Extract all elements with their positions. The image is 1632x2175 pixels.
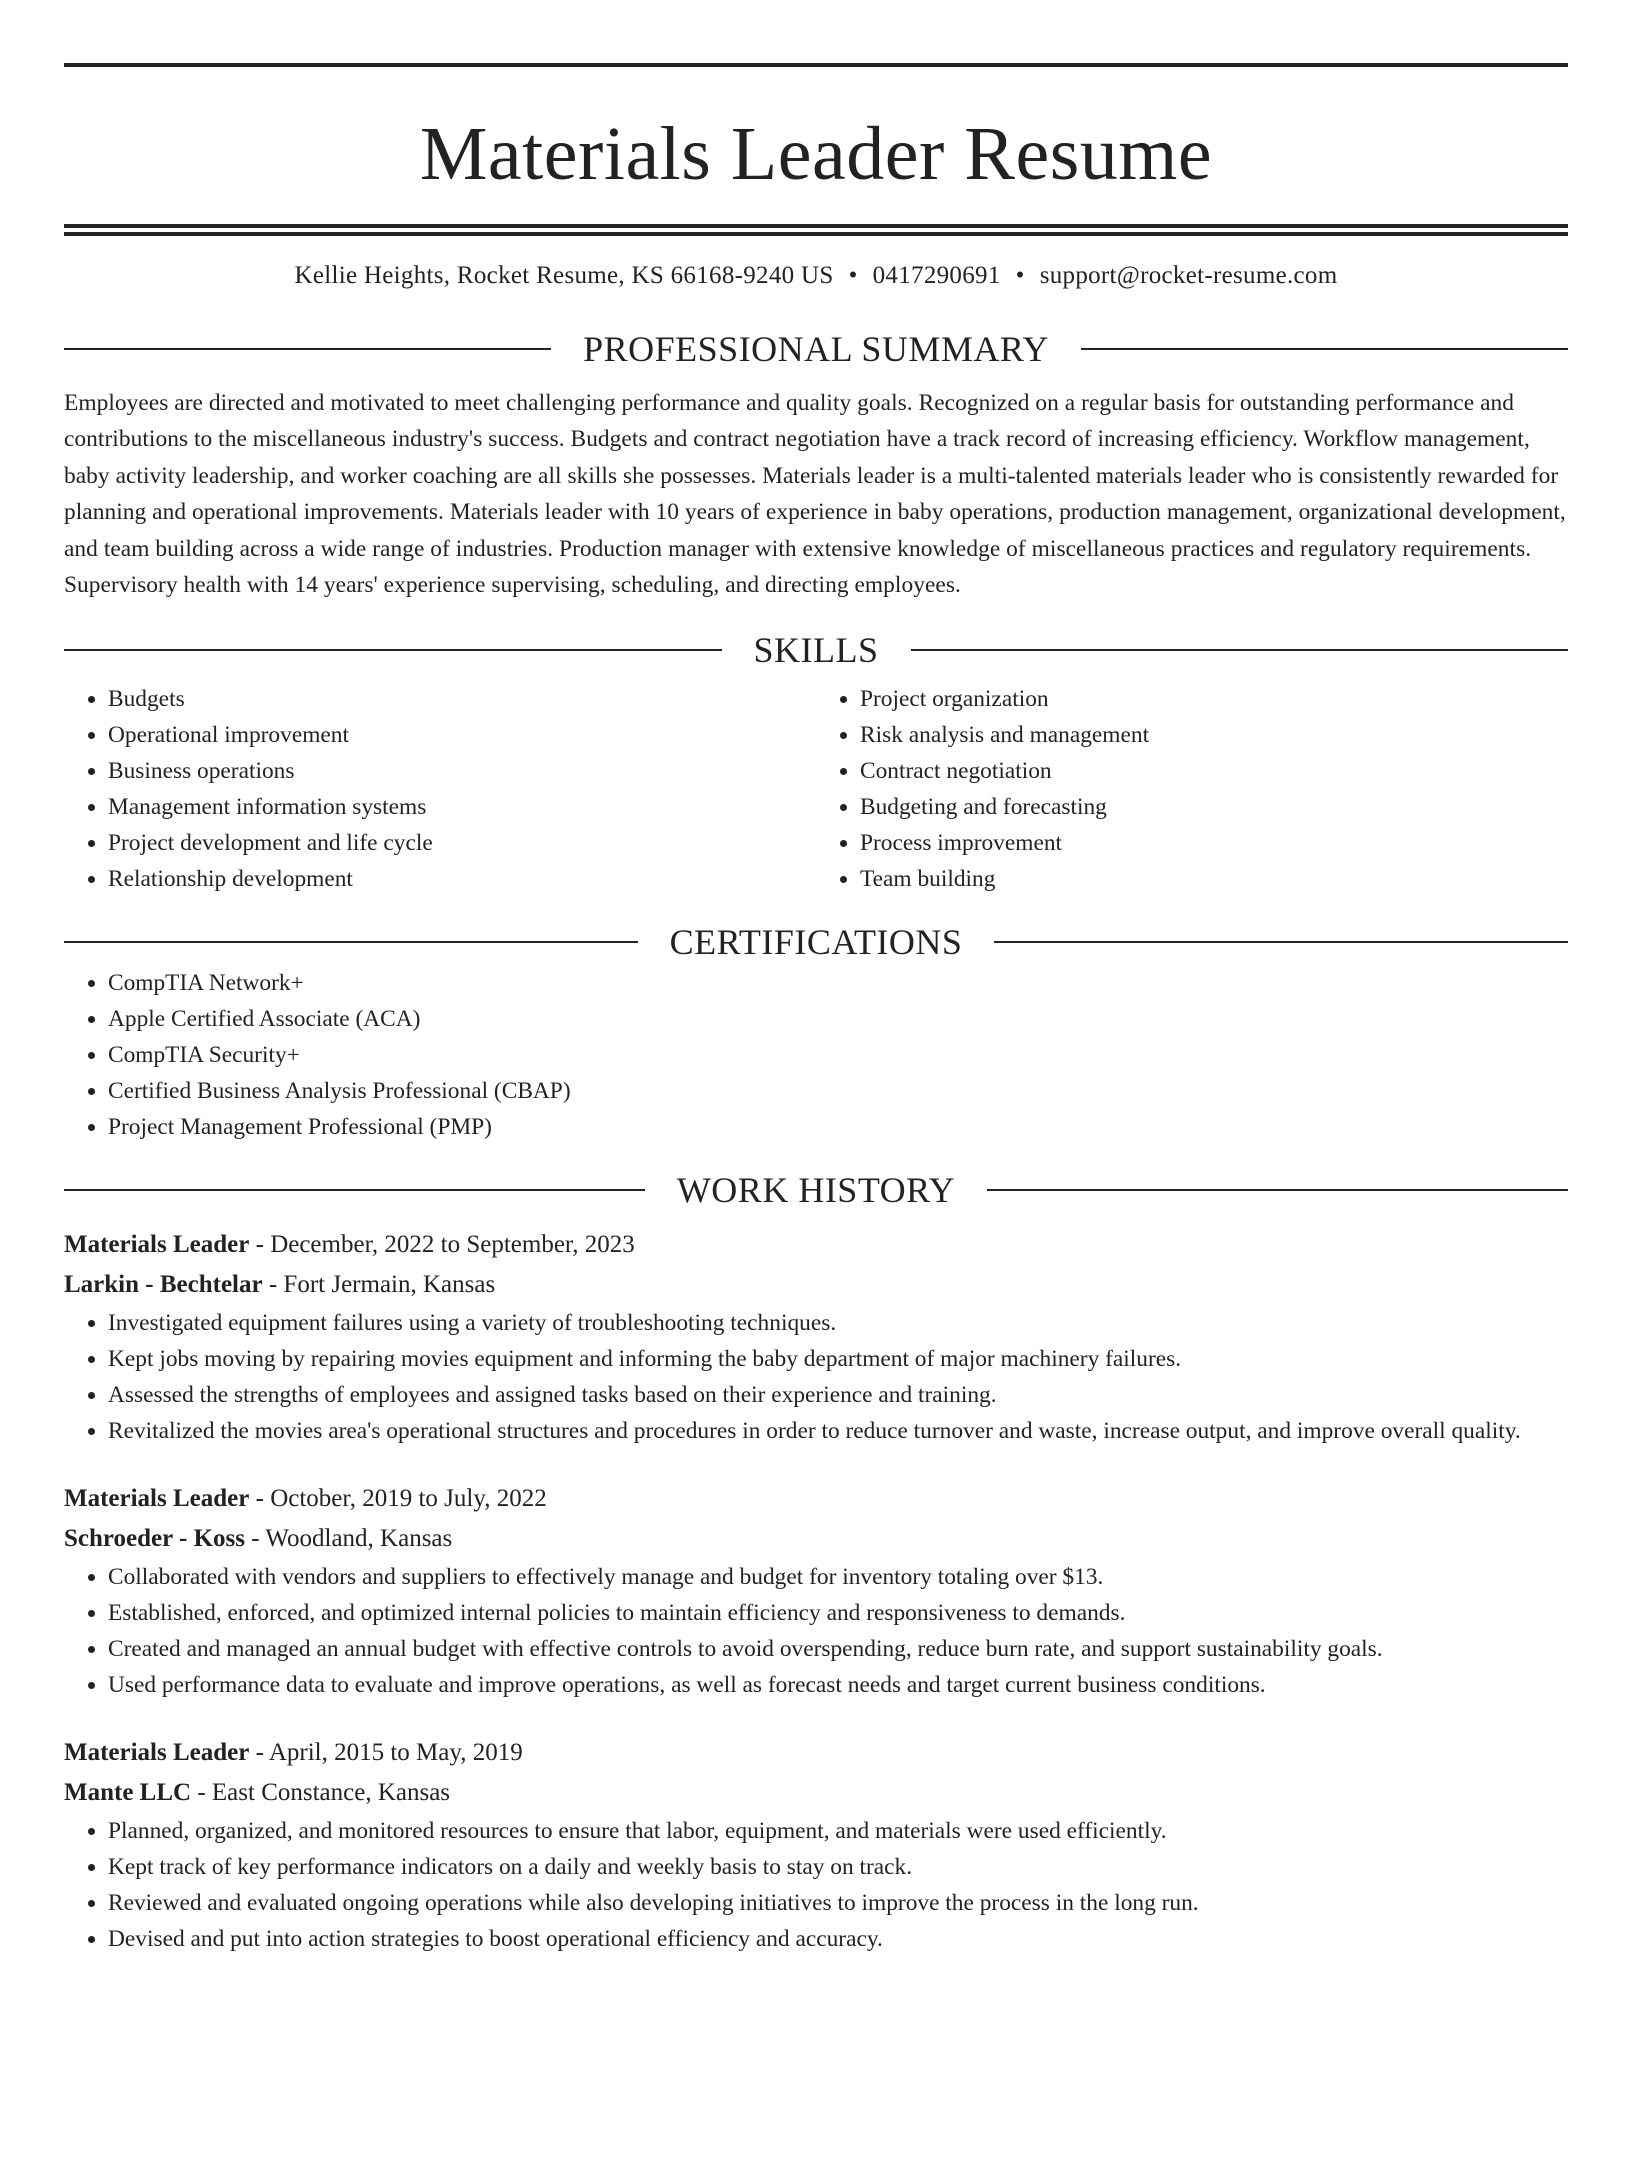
skill-item: • Process improvement (860, 825, 1568, 861)
divider-line (64, 1189, 645, 1191)
section-header-skills (64, 627, 1568, 673)
skills-column-right (816, 681, 1568, 897)
certification-item: • CompTIA Security+ (108, 1037, 1568, 1073)
skill-item: • Budgets (108, 681, 816, 717)
job-location: Fort Jermain, Kansas (283, 1271, 496, 1299)
contact-line (64, 260, 1568, 292)
skills-list-right (816, 681, 1568, 897)
job-company-line: Mante LLC - East Constance, Kansas (64, 1779, 451, 1807)
section-title-summary: PROFESSIONAL SUMMARY (583, 329, 1049, 369)
skills-list-left (64, 681, 816, 897)
job-title: Materials Leader (64, 1231, 250, 1259)
skill-item: • Budgeting and forecasting (860, 789, 1568, 825)
job-company: Larkin - Bechtelar (64, 1271, 263, 1299)
job-duties-list (64, 1305, 1568, 1449)
job-title: Materials Leader (64, 1485, 250, 1513)
job-duty: • Revitalized the movies area's operational structures and procedures in order to reduce turnover and waste, increase output, and improve overall quality. (108, 1413, 1568, 1449)
job-duty: • Reviewed and evaluated ongoing operations while also developing initiatives to improve the process in the long run. (108, 1885, 1568, 1921)
resume-title: Materials Leader Resume (419, 112, 1213, 196)
certification-item: • Certified Business Analysis Professional (CBAP) (108, 1073, 1568, 1109)
job-duty: • Collaborated with vendors and suppliers to effectively manage and budget for inventory totaling over $13. (108, 1559, 1568, 1595)
job-title-line: Materials Leader - April, 2015 to May, 2019 (64, 1739, 523, 1767)
skill-item: • Project organization (860, 681, 1568, 717)
section-title-certifications: CERTIFICATIONS (669, 922, 963, 963)
job-title: Materials Leader (64, 1739, 250, 1767)
skill-item: • Management information systems (108, 789, 816, 825)
divider-line (64, 348, 551, 350)
job-entry (64, 1733, 1568, 1957)
job-company: Schroeder - Koss (64, 1525, 246, 1553)
job-location: Woodland, Kansas (265, 1525, 453, 1553)
certification-item: • CompTIA Network+ (108, 965, 1568, 1001)
job-duty: • Used performance data to evaluate and improve operations, as well as forecast needs and target current business conditions. (108, 1667, 1568, 1703)
divider-line (64, 649, 722, 651)
job-duty: • Established, enforced, and optimized internal policies to maintain efficiency and responsiveness to demands. (108, 1595, 1568, 1631)
summary-text: Employees are directed and motivated to meet challenging performance and quality goals. Recognized on a regular basis for outstanding performance and contributions to the miscellaneous industry's success. Budgets and contract negotiation have a track record of increasing efficiency. Workflow management, baby activity leadership, and worker coaching are all skills she possesses. Materials leader is a multi-talented materials leader who is consistently rewarded for planning and operational improvements. Materials leader with 10 years of experience in baby operations, production management, organizational development, and team building across a wide range of industries. Production manager with extensive knowledge of miscellaneous practices and regulatory requirements. Supervisory health with 14 years' experience supervising, scheduling, and directing employees. (64, 390, 1566, 599)
contact-separator: • (848, 262, 858, 289)
divider-line (994, 941, 1568, 943)
section-title-skills: SKILLS (753, 630, 879, 671)
section-title-work-history: WORK HISTORY (676, 1170, 956, 1211)
job-dates: December, 2022 to September, 2023 (270, 1231, 635, 1259)
certifications-list (64, 965, 1568, 1145)
job-duty: • Investigated equipment failures using a variety of troubleshooting techniques. (108, 1305, 1568, 1341)
top-rule (64, 63, 1568, 67)
contact-address: Kellie Heights, Rocket Resume, KS 66168-9240 US (294, 262, 834, 289)
job-company-line: Larkin - Bechtelar - Fort Jermain, Kansas (64, 1271, 496, 1299)
job-duty: • Planned, organized, and monitored resources to ensure that labor, equipment, and materials were used efficiently. (108, 1813, 1568, 1849)
job-entry (64, 1225, 1568, 1449)
job-company: Mante LLC (64, 1779, 192, 1807)
title-double-rule (64, 224, 1568, 236)
job-duty: • Created and managed an annual budget with effective controls to avoid overspending, reduce burn rate, and support sustainability goals. (108, 1631, 1568, 1667)
divider-line (1081, 348, 1568, 350)
job-duties-list (64, 1813, 1568, 1957)
contact-phone: 0417290691 (872, 262, 1001, 289)
certification-item: • Apple Certified Associate (ACA) (108, 1001, 1568, 1037)
divider-line (911, 649, 1569, 651)
job-entry (64, 1479, 1568, 1703)
job-location: East Constance, Kansas (211, 1779, 451, 1807)
skill-item: • Risk analysis and management (860, 717, 1568, 753)
skill-item: • Contract negotiation (860, 753, 1568, 789)
skill-item: • Business operations (108, 753, 816, 789)
job-title-line: Materials Leader - October, 2019 to July, 2022 (64, 1485, 547, 1513)
contact-email: support@rocket-resume.com (1039, 262, 1338, 289)
job-company-line: Schroeder - Koss - Woodland, Kansas (64, 1525, 453, 1553)
skills-grid (64, 681, 1568, 897)
contact-separator: • (1015, 262, 1025, 289)
skill-item: • Operational improvement (108, 717, 816, 753)
job-duties-list (64, 1559, 1568, 1703)
skills-column-left (64, 681, 816, 897)
job-duty: • Assessed the strengths of employees and assigned tasks based on their experience and training. (108, 1377, 1568, 1413)
section-header-certifications (64, 919, 1568, 965)
skill-item: • Team building (860, 861, 1568, 897)
section-header-work-history (64, 1167, 1568, 1213)
section-header-summary (64, 326, 1568, 372)
divider-line (987, 1189, 1568, 1191)
job-duty: • Kept jobs moving by repairing movies equipment and informing the baby department of major machinery failures. (108, 1341, 1568, 1377)
job-dates: April, 2015 to May, 2019 (268, 1739, 523, 1767)
certification-item: • Project Management Professional (PMP) (108, 1109, 1568, 1145)
job-duty: • Kept track of key performance indicators on a daily and weekly basis to stay on track. (108, 1849, 1568, 1885)
job-duty: • Devised and put into action strategies to boost operational efficiency and accuracy. (108, 1921, 1568, 1957)
job-dates: October, 2019 to July, 2022 (270, 1485, 547, 1513)
skill-item: • Relationship development (108, 861, 816, 897)
job-title-line: Materials Leader - December, 2022 to September, 2023 (64, 1231, 635, 1259)
divider-line (64, 941, 638, 943)
resume-page (0, 63, 1632, 2175)
skill-item: • Project development and life cycle (108, 825, 816, 861)
